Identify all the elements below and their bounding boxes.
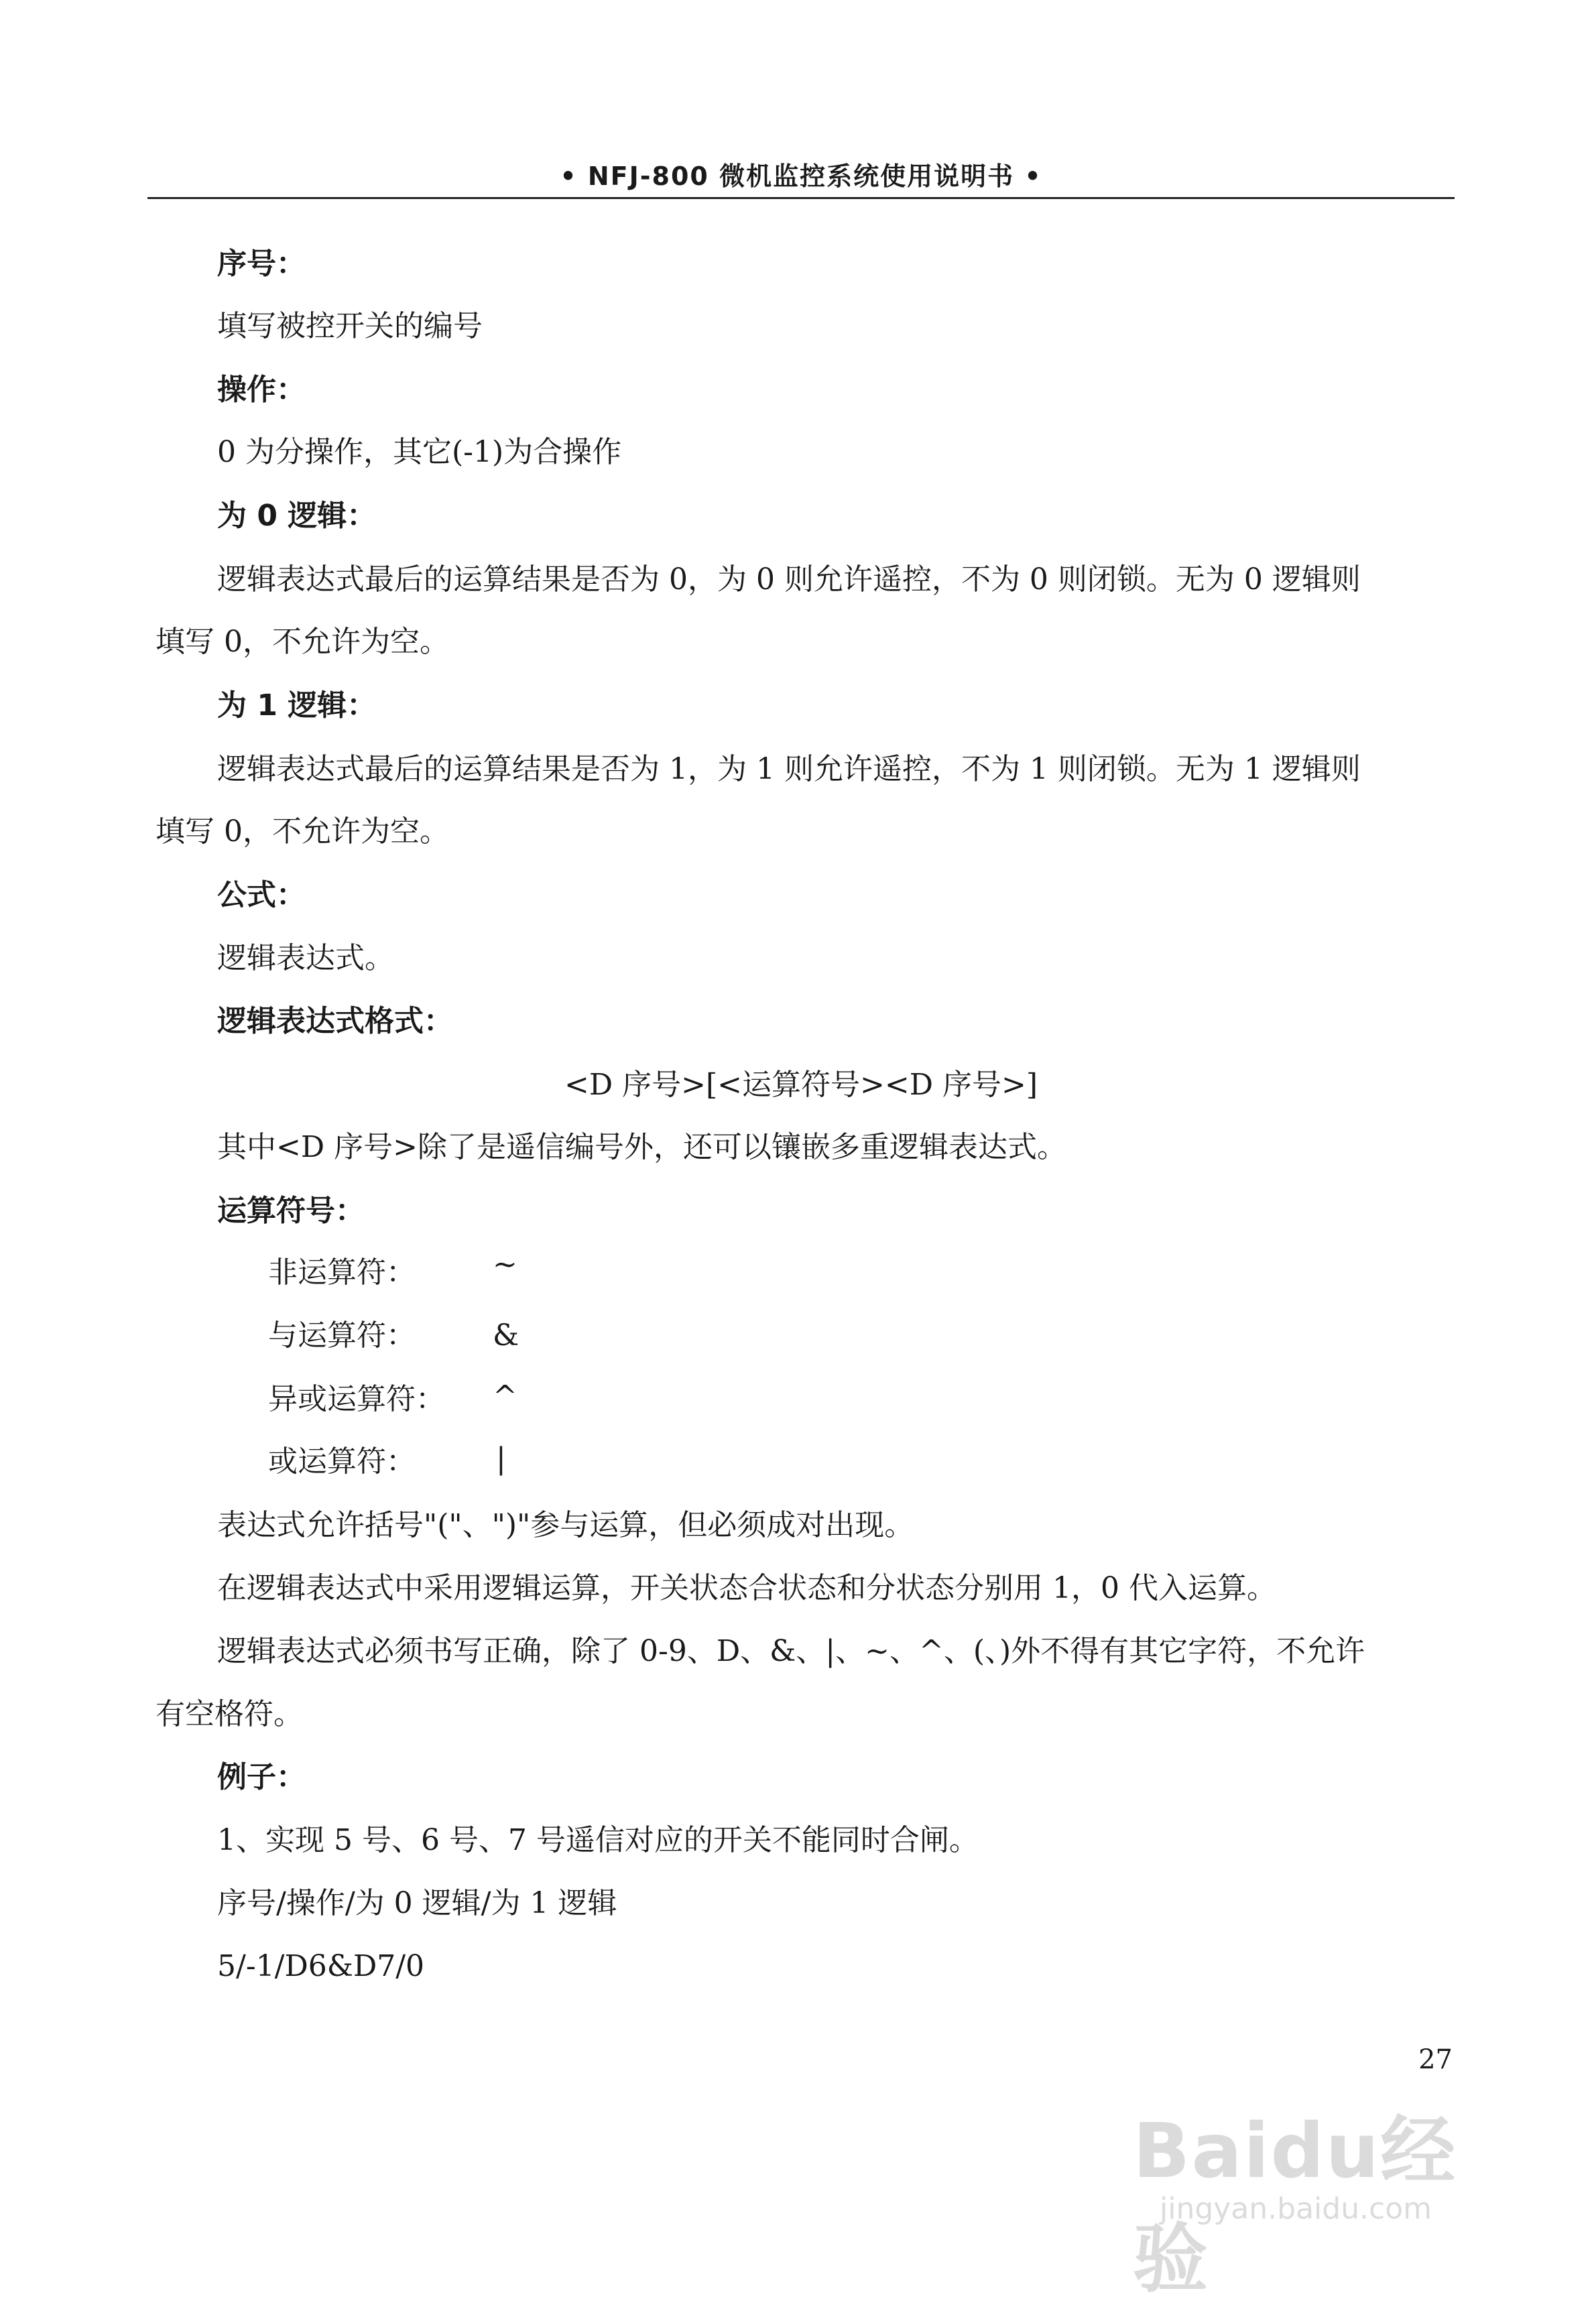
label-example: 例子： bbox=[217, 1760, 306, 1794]
page-header: • NFJ-800 微机监控系统使用说明书 • bbox=[560, 162, 1042, 191]
text-serial-desc: 填写被控开关的编号 bbox=[217, 309, 483, 343]
expression-format-syntax: <D 序号>[<运算符号><D 序号>] bbox=[564, 1068, 1038, 1102]
operator-or-symbol: | bbox=[496, 1442, 506, 1476]
operator-and-symbol: & bbox=[493, 1318, 519, 1353]
operator-xor-symbol: ^ bbox=[493, 1379, 517, 1414]
text-parentheses-rule: 表达式允许括号"("、")"参与运算，但必须成对出现。 bbox=[217, 1508, 914, 1542]
text-example-desc: 1、实现 5 号、6 号、7 号遥信对应的开关不能同时合闸。 bbox=[217, 1823, 979, 1857]
label-logic-1: 为 1 逻辑： bbox=[217, 688, 377, 723]
operator-not-label: 非运算符： bbox=[268, 1255, 416, 1290]
label-logic-0: 为 0 逻辑： bbox=[217, 499, 377, 533]
operator-xor-label: 异或运算符： bbox=[268, 1382, 445, 1416]
text-format-note: 其中<D 序号>除了是遥信编号外，还可以镶嵌多重逻辑表达式。 bbox=[217, 1130, 1066, 1164]
header-divider bbox=[147, 197, 1455, 199]
text-example-value: 5/-1/D6&D7/0 bbox=[217, 1949, 425, 1983]
text-logic-0-line2: 填写 0，不允许为空。 bbox=[156, 625, 449, 659]
text-example-columns: 序号/操作/为 0 逻辑/为 1 逻辑 bbox=[217, 1886, 617, 1920]
label-operation: 操作： bbox=[217, 373, 306, 407]
label-operators: 运算符号： bbox=[217, 1194, 365, 1228]
watermark-url: jingyan.baidu.com bbox=[1160, 2192, 1432, 2226]
label-serial: 序号： bbox=[217, 247, 306, 281]
page-number: 27 bbox=[1418, 2044, 1453, 2075]
text-formula-desc: 逻辑表达式。 bbox=[217, 941, 394, 975]
baidu-jingyan-watermark bbox=[1133, 2091, 1508, 2303]
operator-or-label: 或运算符： bbox=[268, 1444, 416, 1479]
text-logic-values-rule: 在逻辑表达式中采用逻辑运算，开关状态合状态和分状态分别用 1，0 代入运算。 bbox=[217, 1571, 1276, 1605]
label-expression-format: 逻辑表达式格式： bbox=[217, 1004, 453, 1038]
watermark-logo: Baidu经验 bbox=[1133, 2108, 1457, 2303]
text-allowed-chars-line2: 有空格符。 bbox=[156, 1697, 303, 1731]
operator-and-label: 与运算符： bbox=[268, 1318, 416, 1353]
text-allowed-chars-line1: 逻辑表达式必须书写正确，除了 0-9、D、&、|、~、^、(、)外不得有其它字符，不允许 bbox=[217, 1634, 1365, 1668]
operator-not-symbol: ~ bbox=[493, 1247, 517, 1282]
text-operation-desc: 0 为分操作，其它(-1)为合操作 bbox=[217, 435, 622, 469]
text-logic-1-line2: 填写 0，不允许为空。 bbox=[156, 814, 449, 849]
text-logic-1-line1: 逻辑表达式最后的运算结果是否为 1，为 1 则允许遥控，不为 1 则闭锁。无为 1 逻辑则 bbox=[217, 752, 1361, 786]
text-logic-0-line1: 逻辑表达式最后的运算结果是否为 0，为 0 则允许遥控，不为 0 则闭锁。无为 0 逻辑则 bbox=[217, 562, 1361, 597]
label-formula: 公式： bbox=[217, 878, 306, 912]
